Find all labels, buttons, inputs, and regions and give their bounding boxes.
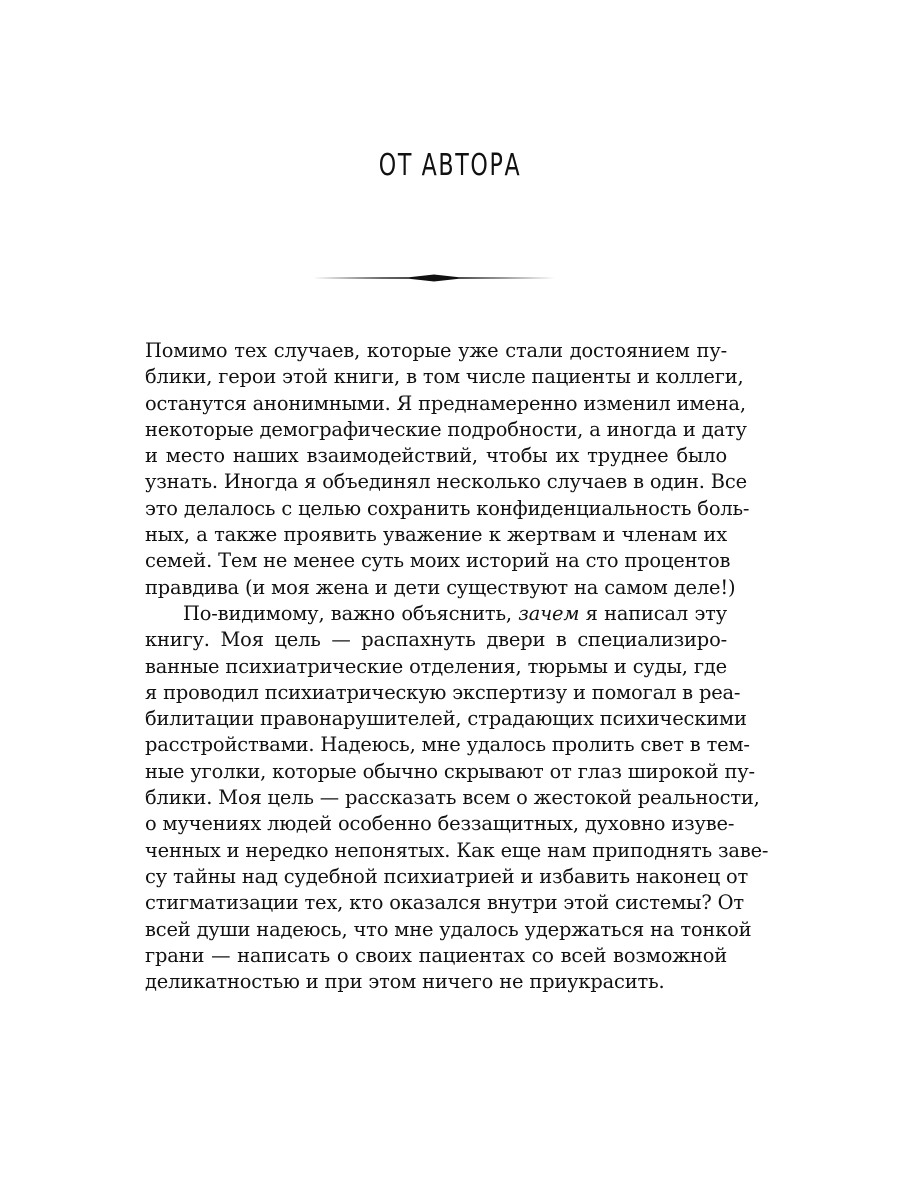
body-text [145,338,769,995]
text-fragment: По-видимому, важно объяснить, [183,601,512,625]
emphasis: зачем [518,601,580,625]
text-line: и место наших взаимодействий, чтобы их труднее было [145,444,727,468]
divider-ornament-icon [313,268,555,288]
text-line: стигматизации тех, кто оказался внутри этой системы? От [145,891,744,915]
paragraph-2 [145,601,769,995]
text-fragment: я написал эту [585,601,728,625]
text-line: грани — написать о своих пациентах со всей возможной [145,943,727,967]
text-line: деликатностью и при этом ничего не приукрасить. [145,970,665,994]
text-line: всей души надеюсь, что мне удалось удержаться на тонкой [145,917,752,941]
text-line: некоторые демографические подробности, а иногда и дату [145,417,747,441]
text-line: ные уголки, которые обычно скрывают от глаз широкой пу- [145,759,755,783]
text-line: су тайны над судебной психиатрией и избавить наконец от [145,864,749,888]
text-line: это делалось с целью сохранить конфиденциальность боль- [145,496,750,520]
text-line: о мучениях людей особенно беззащитных, духовно изуве- [145,812,735,836]
text-line: билитации правонарушителей, страдающих психическими [145,707,747,731]
text-line: блики, герои этой книги, в том числе пациенты и коллеги, [145,365,744,389]
text-line: останутся анонимными. Я преднамеренно изменил имена, [145,391,746,415]
paragraph-1 [145,338,750,601]
text-line: книгу. Моя цель — распахнуть двери в специализиро- [145,628,727,652]
text-line-first [145,601,727,627]
text-line: я проводил психиатрическую экспертизу и помогал в реа- [145,680,741,704]
text-line: Помимо тех случаев, которые уже стали достоянием пу- [145,339,727,362]
text-line: расстройствами. Надеюсь, мне удалось пролить свет в тем- [145,733,750,757]
text-line: ных, а также проявить уважение к жертвам и членам их [145,523,727,547]
text-line: правдива (и моя жена и дети существуют на самом деле!) [145,575,736,599]
text-line: ванные психиатрические отделения, тюрьмы и суды, где [145,654,727,678]
text-line: семей. Тем не менее суть моих историй на сто процентов [145,549,731,573]
text-line: узнать. Иногда я объединял несколько случаев в один. Все [145,470,747,494]
text-line: блики. Моя цель — рассказать всем о жестокой реальности, [145,786,760,810]
page-title: ОТ АВТОРА [378,148,522,184]
text-line: ченных и нередко непонятых. Как еще нам приподнять заве- [145,838,769,862]
